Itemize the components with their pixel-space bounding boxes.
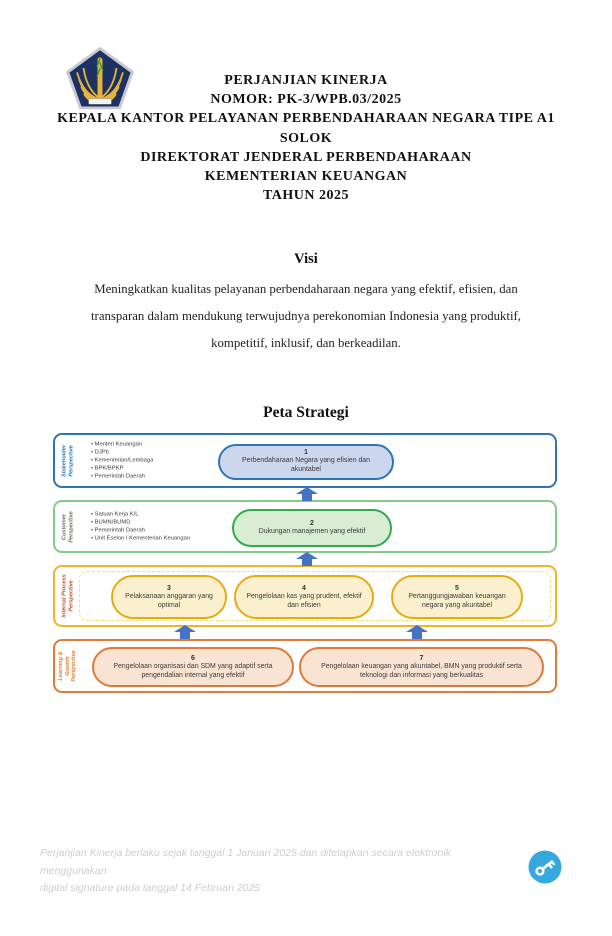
row-label-internal-process <box>55 567 80 625</box>
title-line: SOLOK <box>279 130 333 146</box>
footer-line: Perjanjian Kinerja berlaku sejak tanggal 1 Januari 2025 dan ditetapkan secara elektronik menggunakan <box>40 847 451 877</box>
customer-bullet-list <box>91 510 190 543</box>
title-line: NOMOR: PK-3/WPB.03/2025 <box>210 92 402 108</box>
row-label-text: Learning & Growth Perspective <box>57 650 77 682</box>
up-arrow-icon <box>296 552 318 566</box>
digital-signature-key-icon <box>527 849 563 885</box>
row-label-customer <box>55 502 80 551</box>
node-number: 6 <box>191 654 195 662</box>
visi-paragraph <box>56 276 556 357</box>
row-learning-growth-perspective <box>53 639 557 693</box>
bullet-item: • Menteri Keuangan <box>91 440 153 448</box>
strategy-node-3 <box>111 575 227 619</box>
node-text: Pelaksanaan anggaran yang optimal <box>125 592 213 609</box>
bullet-item: • DJPb <box>91 448 153 456</box>
bullet-item: • Pemerintah Daerah <box>91 473 153 481</box>
footer-line: digital signature pada tanggal 14 Februari 2025 <box>40 882 261 894</box>
strategy-node-2 <box>232 509 392 547</box>
row-label-learning-growth <box>55 641 80 691</box>
visi-line: kompetitif, inklusif, dan berkeadilan. <box>211 336 401 350</box>
row-label-stakeholder <box>55 435 80 486</box>
title-line: KEMENTERIAN KEUANGAN <box>204 169 408 185</box>
strategy-node-6 <box>92 647 294 687</box>
title-line: TAHUN 2025 <box>262 188 350 204</box>
node-number: 5 <box>455 584 459 592</box>
row-customer-perspective <box>53 500 557 553</box>
visi-heading: Visi <box>294 251 318 267</box>
node-text: Pertanggungjawaban keuangan negara yang akuntabel <box>408 592 506 609</box>
row-label-text: Stakeholder Perspective <box>60 444 74 477</box>
bullet-item: • Satuan Kerja K/L <box>91 510 190 518</box>
title-line: DIREKTORAT JENDERAL PERBENDAHARAAN <box>140 149 472 165</box>
row-label-text: Customer Perspective <box>60 510 74 543</box>
visi-line: Meningkatkan kualitas pelayanan perbendaharaan negara yang efektif, efisien, dan <box>94 282 518 296</box>
up-arrow-icon <box>296 487 318 501</box>
bullet-item: • BPK/BPKP <box>91 465 153 473</box>
title-line: KEPALA KANTOR PELAYANAN PERBENDAHARAAN NEGARA TIPE A1 <box>57 111 555 127</box>
row-label-text: Internal Process Perspective <box>60 574 74 618</box>
node-text: Pengelolaan organisasi dan SDM yang adaptif serta pengendalian internal yang efektif <box>113 662 273 679</box>
strategy-node-7 <box>299 647 544 687</box>
up-arrow-icon <box>406 625 428 639</box>
strategy-node-1 <box>218 444 394 480</box>
up-arrow-icon <box>174 625 196 639</box>
node-number: 1 <box>304 449 308 457</box>
node-number: 7 <box>419 654 424 662</box>
visi-line: transparan dalam mendukung terwujudnya perekonomian Indonesia yang produktif, <box>91 309 521 323</box>
strategy-node-4 <box>234 575 374 619</box>
footer-note <box>40 845 520 898</box>
document-title <box>40 71 572 205</box>
node-text: Perbendaharaan Negara yang efisien dan akuntabel <box>242 457 370 473</box>
stakeholder-bullet-list <box>91 440 153 481</box>
title-line: PERJANJIAN KINERJA <box>224 73 388 88</box>
node-text: Pengelolaan kas yang prudent, efektif dan efisien <box>246 592 362 609</box>
row-stakeholder-perspective <box>53 433 557 488</box>
strategy-map-diagram <box>53 433 557 695</box>
bullet-item: • Pemerintah Daerah <box>91 527 190 535</box>
node-text: Dukungan manajemen yang efektif <box>258 527 366 535</box>
node-text: Pengelolaan keuangan yang akuntabel, BMN yang produktif serta teknologi dan informasi yang berkualitas <box>321 662 522 679</box>
node-number: 2 <box>310 519 314 527</box>
bullet-item: • BUMN/BUMD <box>91 518 190 526</box>
bullet-item: • Kementerian/Lembaga <box>91 456 153 464</box>
row-internal-process-perspective <box>53 565 557 627</box>
node-number: 4 <box>302 584 306 592</box>
node-number: 3 <box>167 584 171 592</box>
strategy-map-title: Peta Strategi <box>263 404 349 421</box>
bullet-item: • Unit Eselon I Kementerian Keuangan <box>91 535 190 543</box>
strategy-node-5 <box>391 575 523 619</box>
